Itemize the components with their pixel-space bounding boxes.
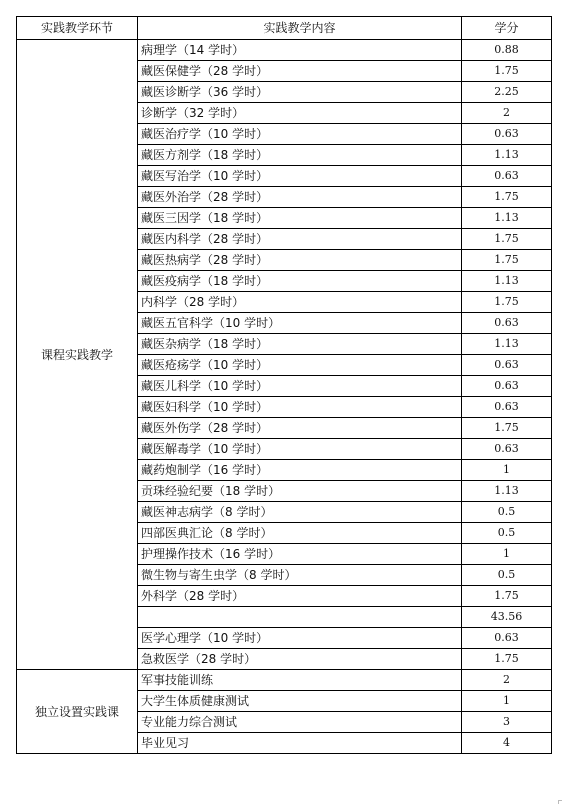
credit-cell: 1.13	[462, 271, 552, 292]
content-cell: 藏医内科学（28 学时）	[138, 229, 462, 250]
content-cell: 藏医写治学（10 学时）	[138, 166, 462, 187]
credit-cell: 0.63	[462, 166, 552, 187]
credit-cell: 4	[462, 733, 552, 754]
credit-cell: 1.75	[462, 61, 552, 82]
content-cell: 藏医保健学（28 学时）	[138, 61, 462, 82]
content-cell: 藏医疫病学（18 学时）	[138, 271, 462, 292]
content-cell: 藏医解毒学（10 学时）	[138, 439, 462, 460]
corner-mark	[558, 800, 562, 804]
credit-cell: 1	[462, 691, 552, 712]
content-cell: 藏医外伤学（28 学时）	[138, 418, 462, 439]
credit-cell: 1.13	[462, 145, 552, 166]
credit-cell: 0.63	[462, 124, 552, 145]
credit-cell: 0.63	[462, 397, 552, 418]
credit-cell: 1.75	[462, 229, 552, 250]
header-content: 实践教学内容	[138, 17, 462, 40]
content-cell	[138, 607, 462, 628]
credit-cell: 0.88	[462, 40, 552, 61]
credit-cell: 0.63	[462, 376, 552, 397]
content-cell: 内科学（28 学时）	[138, 292, 462, 313]
credit-cell: 0.63	[462, 628, 552, 649]
content-cell: 医学心理学（10 学时）	[138, 628, 462, 649]
content-cell: 病理学（14 学时）	[138, 40, 462, 61]
credit-cell: 1.75	[462, 292, 552, 313]
credit-cell: 2.25	[462, 82, 552, 103]
content-cell: 藏医五官科学（10 学时）	[138, 313, 462, 334]
content-cell: 护理操作技术（16 学时）	[138, 544, 462, 565]
credit-cell: 2	[462, 103, 552, 124]
credit-cell: 3	[462, 712, 552, 733]
table-row	[17, 670, 552, 691]
content-cell: 四部医典汇论（8 学时）	[138, 523, 462, 544]
content-cell: 急救医学（28 学时）	[138, 649, 462, 670]
credit-cell: 1.75	[462, 649, 552, 670]
credit-cell: 1.13	[462, 334, 552, 355]
content-cell: 藏医神志病学（8 学时）	[138, 502, 462, 523]
content-cell: 外科学（28 学时）	[138, 586, 462, 607]
table-row	[17, 40, 552, 61]
content-cell: 藏医疮疡学（10 学时）	[138, 355, 462, 376]
credit-cell: 0.63	[462, 313, 552, 334]
content-cell: 藏医热病学（28 学时）	[138, 250, 462, 271]
credit-cell: 43.56	[462, 607, 552, 628]
practice-teaching-table	[16, 16, 552, 754]
header-row	[17, 17, 552, 40]
credit-cell: 1.75	[462, 418, 552, 439]
credit-cell: 1	[462, 460, 552, 481]
content-cell: 贡珠经验纪要（18 学时）	[138, 481, 462, 502]
content-cell: 毕业见习	[138, 733, 462, 754]
credit-cell: 0.63	[462, 439, 552, 460]
content-cell: 诊断学（32 学时）	[138, 103, 462, 124]
credit-cell: 0.5	[462, 502, 552, 523]
content-cell: 藏医诊断学（36 学时）	[138, 82, 462, 103]
section-label: 课程实践教学	[17, 40, 138, 670]
credit-cell: 0.63	[462, 355, 552, 376]
content-cell: 藏医三因学（18 学时）	[138, 208, 462, 229]
credit-cell: 1.75	[462, 187, 552, 208]
credit-cell: 1.13	[462, 208, 552, 229]
section-label: 独立设置实践课	[17, 670, 138, 754]
credit-cell: 0.5	[462, 523, 552, 544]
credit-cell: 1.13	[462, 481, 552, 502]
content-cell: 藏医外治学（28 学时）	[138, 187, 462, 208]
content-cell: 专业能力综合测试	[138, 712, 462, 733]
credit-cell: 1	[462, 544, 552, 565]
content-cell: 藏医儿科学（10 学时）	[138, 376, 462, 397]
content-cell: 藏医方剂学（18 学时）	[138, 145, 462, 166]
content-cell: 藏医妇科学（10 学时）	[138, 397, 462, 418]
content-cell: 微生物与寄生虫学（8 学时）	[138, 565, 462, 586]
content-cell: 藏医治疗学（10 学时）	[138, 124, 462, 145]
content-cell: 藏医杂病学（18 学时）	[138, 334, 462, 355]
content-cell: 军事技能训练	[138, 670, 462, 691]
credit-cell: 0.5	[462, 565, 552, 586]
credit-cell: 2	[462, 670, 552, 691]
credit-cell: 1.75	[462, 586, 552, 607]
header-section: 实践教学环节	[17, 17, 138, 40]
content-cell: 藏药炮制学（16 学时）	[138, 460, 462, 481]
credit-cell: 1.75	[462, 250, 552, 271]
content-cell: 大学生体质健康测试	[138, 691, 462, 712]
header-credit: 学分	[462, 17, 552, 40]
